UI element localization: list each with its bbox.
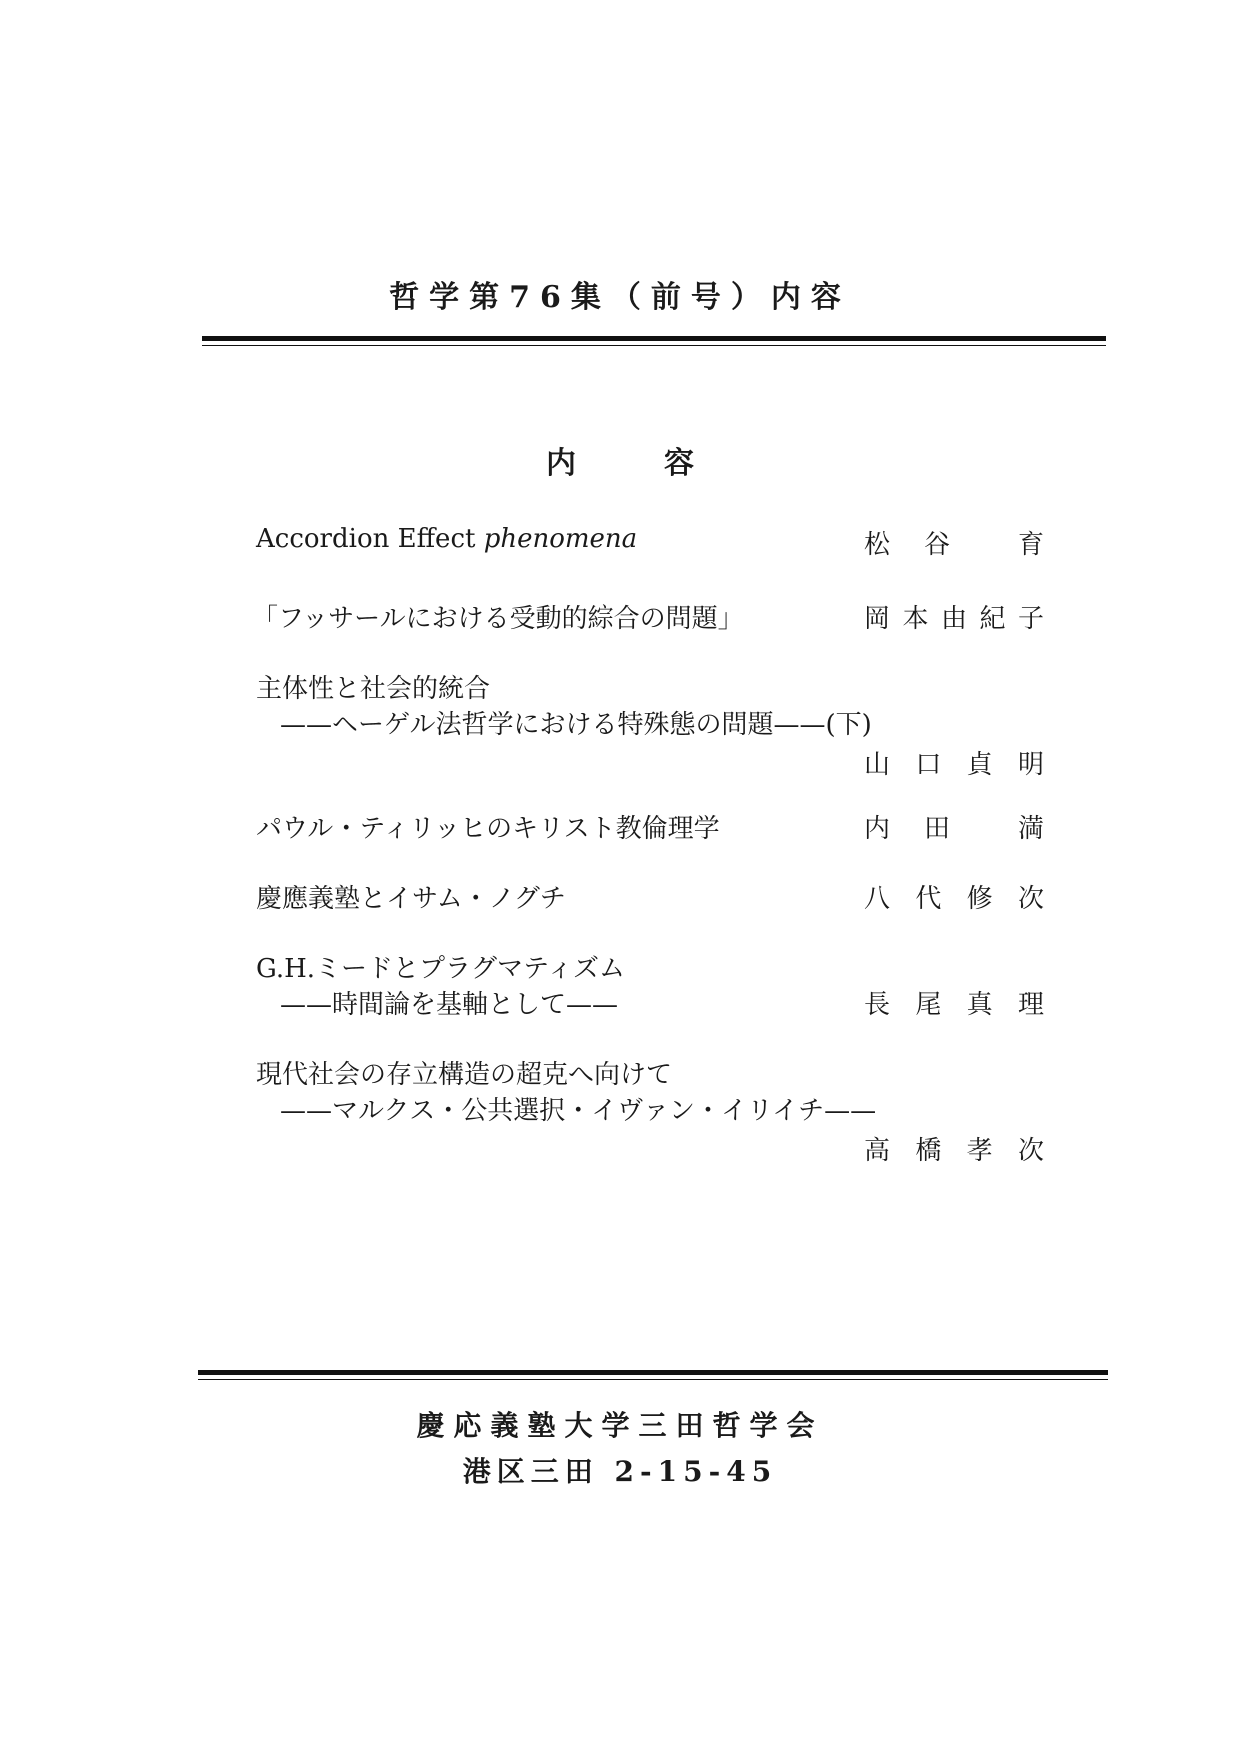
- toc-title: パウル・ティリッヒのキリスト教倫理学: [256, 814, 720, 844]
- toc-title: [256, 524, 637, 554]
- contents-heading: [0, 438, 1240, 482]
- toc-title: 現代社会の存立構造の超克へ向けて: [256, 1060, 673, 1090]
- author-char: 田: [924, 814, 951, 844]
- toc-author: [864, 878, 1044, 915]
- publisher-address: 港区三田 2-15-45: [462, 1455, 778, 1488]
- author-char: 八: [864, 884, 891, 914]
- toc-author: [864, 808, 1044, 845]
- author-char: 高: [864, 1136, 891, 1166]
- toc-title: 「フッサールにおける受動的綜合の問題」: [252, 604, 744, 634]
- toc-author: [864, 598, 1044, 635]
- author-char: 岡: [864, 604, 891, 634]
- author-char: 内: [864, 814, 891, 844]
- author-char: 本: [902, 604, 929, 634]
- author-char: 尾: [915, 990, 942, 1020]
- author-char: 真: [966, 990, 993, 1020]
- page-title: 哲学第76集（前号）内容: [389, 280, 851, 315]
- toc-author: [864, 524, 1044, 561]
- toc-title: 主体性と社会的統合: [256, 674, 491, 704]
- author-char: 長: [864, 990, 891, 1020]
- author-char: 子: [1017, 604, 1044, 634]
- toc-title-italic: phenomena: [483, 524, 638, 554]
- author-char: 満: [1017, 814, 1044, 844]
- author-char: 貞: [966, 750, 993, 780]
- author-char: 次: [1017, 884, 1044, 914]
- toc-author: [864, 1130, 1044, 1167]
- toc-author: [864, 984, 1044, 1021]
- author-char: 育: [1017, 530, 1044, 560]
- toc-title: G.H.ミードとプラグマティズム: [256, 954, 625, 984]
- contents-heading-right: 容: [664, 446, 694, 481]
- toc-author: [864, 744, 1044, 781]
- author-char: 口: [915, 750, 942, 780]
- footer-divider: [198, 1370, 1108, 1380]
- author-char: 由: [940, 604, 967, 634]
- author-char: 理: [1017, 990, 1044, 1020]
- publisher-name: 慶応義塾大学三田哲学会: [416, 1409, 824, 1442]
- author-char: 修: [966, 884, 993, 914]
- author-char: 代: [915, 884, 942, 914]
- author-char: 橋: [915, 1136, 942, 1166]
- toc-subtitle: ——時間論を基軸として——: [280, 990, 619, 1020]
- toc-title: 慶應義塾とイサム・ノグチ: [256, 884, 566, 914]
- author-char: 谷: [924, 530, 951, 560]
- header-divider: [202, 336, 1106, 346]
- author-char: 明: [1017, 750, 1044, 780]
- author-char: 次: [1017, 1136, 1044, 1166]
- toc-title-text: Accordion Effect: [256, 524, 484, 554]
- author-char: 山: [864, 750, 891, 780]
- contents-heading-left: 内: [546, 446, 576, 481]
- author-char: 孝: [966, 1136, 993, 1166]
- toc-subtitle: ——マルクス・公共選択・イヴァン・イリイチ——: [280, 1096, 877, 1126]
- author-char: 紀: [979, 604, 1006, 634]
- toc-subtitle: ——ヘーゲル法哲学における特殊態の問題——(下): [280, 710, 872, 740]
- author-char: 松: [864, 530, 891, 560]
